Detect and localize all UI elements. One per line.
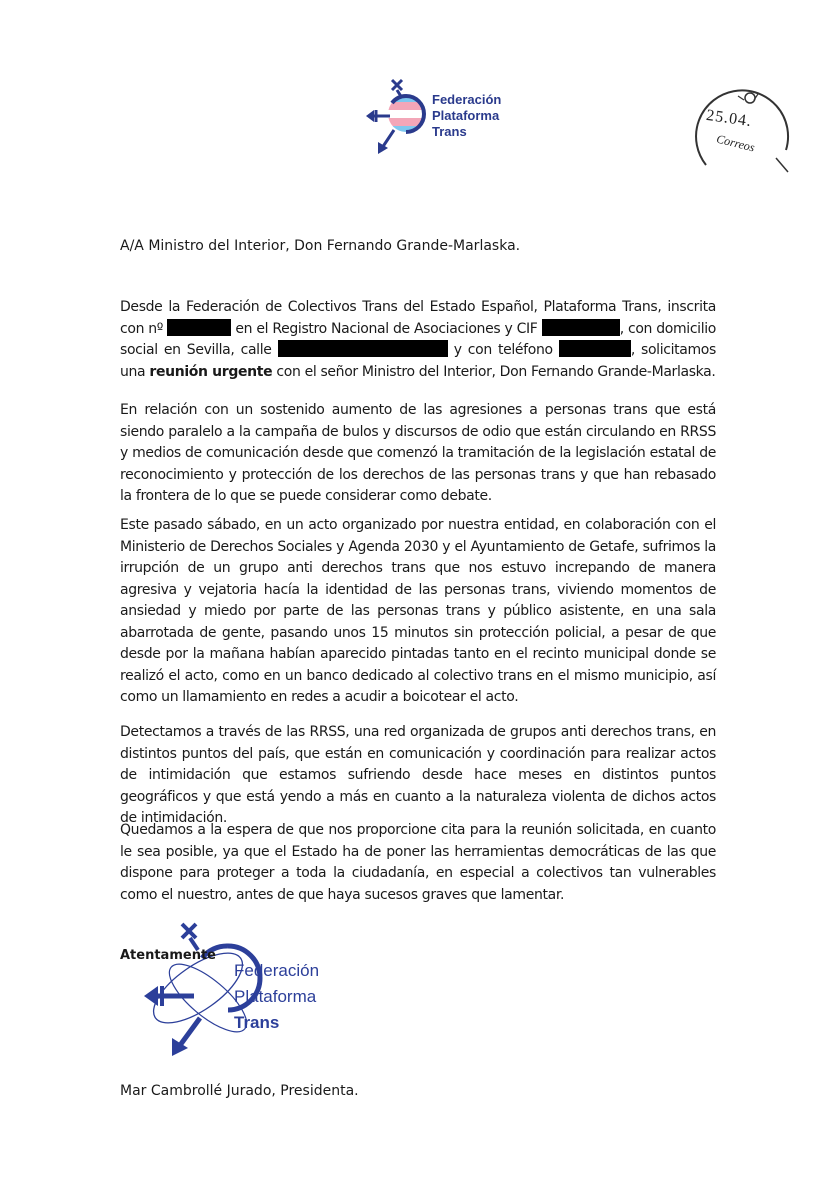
logo-line-trans: Trans [432, 124, 467, 139]
paragraph-request-meeting: Quedamos a la espera de que nos proporcione cita para la reunión solicitada, en cuanto le sea posible, ya que el Estado ha de poner las herramientas democráticas de las que dispone para proteger a toda la ciudadanía, en especial a colectivos tan vulnerables como el nuestro, antes de que haya sucesos graves que lamentar. [120, 822, 716, 903]
signature-stamp-logo [138, 918, 338, 1068]
signatory-name: Mar Cambrollé Jurado, Presidenta. [120, 1083, 359, 1099]
signature-logo-text [234, 958, 319, 1036]
logo-line-plataforma: Plataforma [432, 108, 500, 123]
redaction-cif [542, 319, 620, 336]
federation-logo [362, 74, 502, 164]
paragraph1-text-c: , con domicilio social en Sevilla, calle [120, 320, 716, 358]
paragraph1-text-b: en el Registro Nacional de Asociaciones y CIF [235, 320, 538, 337]
redaction-street [278, 340, 448, 357]
paragraph-incident: Este pasado sábado, en un acto organizado por nuestra entidad, en colaboración con el Ministerio de Derechos Sociales y Agenda 2030 y el Ayuntamiento de Getafe, sufrimos la irrupción de un grupo anti derechos trans que nos estuvo increpando de manera agresiva y vejatoria hacía la identidad de las personas trans, viviendo momentos de ansiedad y miedo por parte de las personas trans y público asistente, en una sala abarrotada de gente, pasando unos 15 minutos sin protección policial, a pesar de que desde por la mañana habían aparecido pintadas tanto en el recinto municipal donde se realizó el acto, como en un banco dedicado al colectivo trans en el mismo municipio, así como un llamamiento en redes a acudir a boicotear el acto. [120, 517, 716, 705]
transgender-symbol-icon [362, 74, 432, 164]
paragraph1-text-d: y con teléfono [453, 342, 553, 358]
paragraph1-text-f: con el señor Ministro del Interior, Don Fernando Grande-Marlaska. [276, 363, 716, 380]
signature-logo-line-federacion: Federación [234, 961, 320, 980]
signature-logo-line-trans: Trans [234, 1013, 280, 1032]
paragraph-network: Detectamos a través de las RRSS, una red organizada de grupos anti derechos trans, en distintos puntos del país, que están en comunicación y coordinación para realizar actos de intimidación que estamos sufriendo desde hace meses en distintos puntos geográficos y que está yendo a más en cuanto a la naturaleza violenta de dichos actos de intimidación. [120, 724, 716, 826]
postmark-stamp [688, 70, 798, 185]
postmark-word: Correos [715, 131, 757, 155]
postmark-date: 25.04. [705, 106, 754, 131]
paragraph1-text-a: Desde la Federación de Colectivos Trans del Estado Español, Plataforma Trans, inscrita con nº [120, 299, 716, 337]
paragraph1-emphasis: reunión urgente [149, 363, 273, 380]
redaction-phone [559, 340, 631, 357]
paragraph-context: En relación con un sostenido aumento de las agresiones a personas trans que está siendo paralelo a la campaña de bulos y discursos de odio que están circulando en RRSS y medios de comunicación desde que comenzó la tramitación de la legislación estatal de reconocimiento y protección de los derechos de las personas trans y que han rebasado la frontera de lo que se puede considerar como debate. [120, 402, 716, 504]
paragraph-request [120, 297, 716, 383]
signature-logo-line-plataforma: Plataforma [234, 987, 317, 1006]
redaction-registry-number [167, 319, 231, 336]
paragraph1-text-e: , solicitamos una [120, 342, 716, 380]
addressee-line: A/A Ministro del Interior, Don Fernando Grande-Marlaska. [120, 238, 521, 254]
logo-text [432, 92, 501, 140]
logo-line-federacion: Federación [432, 92, 502, 107]
closing-salutation: Atentamente [120, 948, 216, 963]
